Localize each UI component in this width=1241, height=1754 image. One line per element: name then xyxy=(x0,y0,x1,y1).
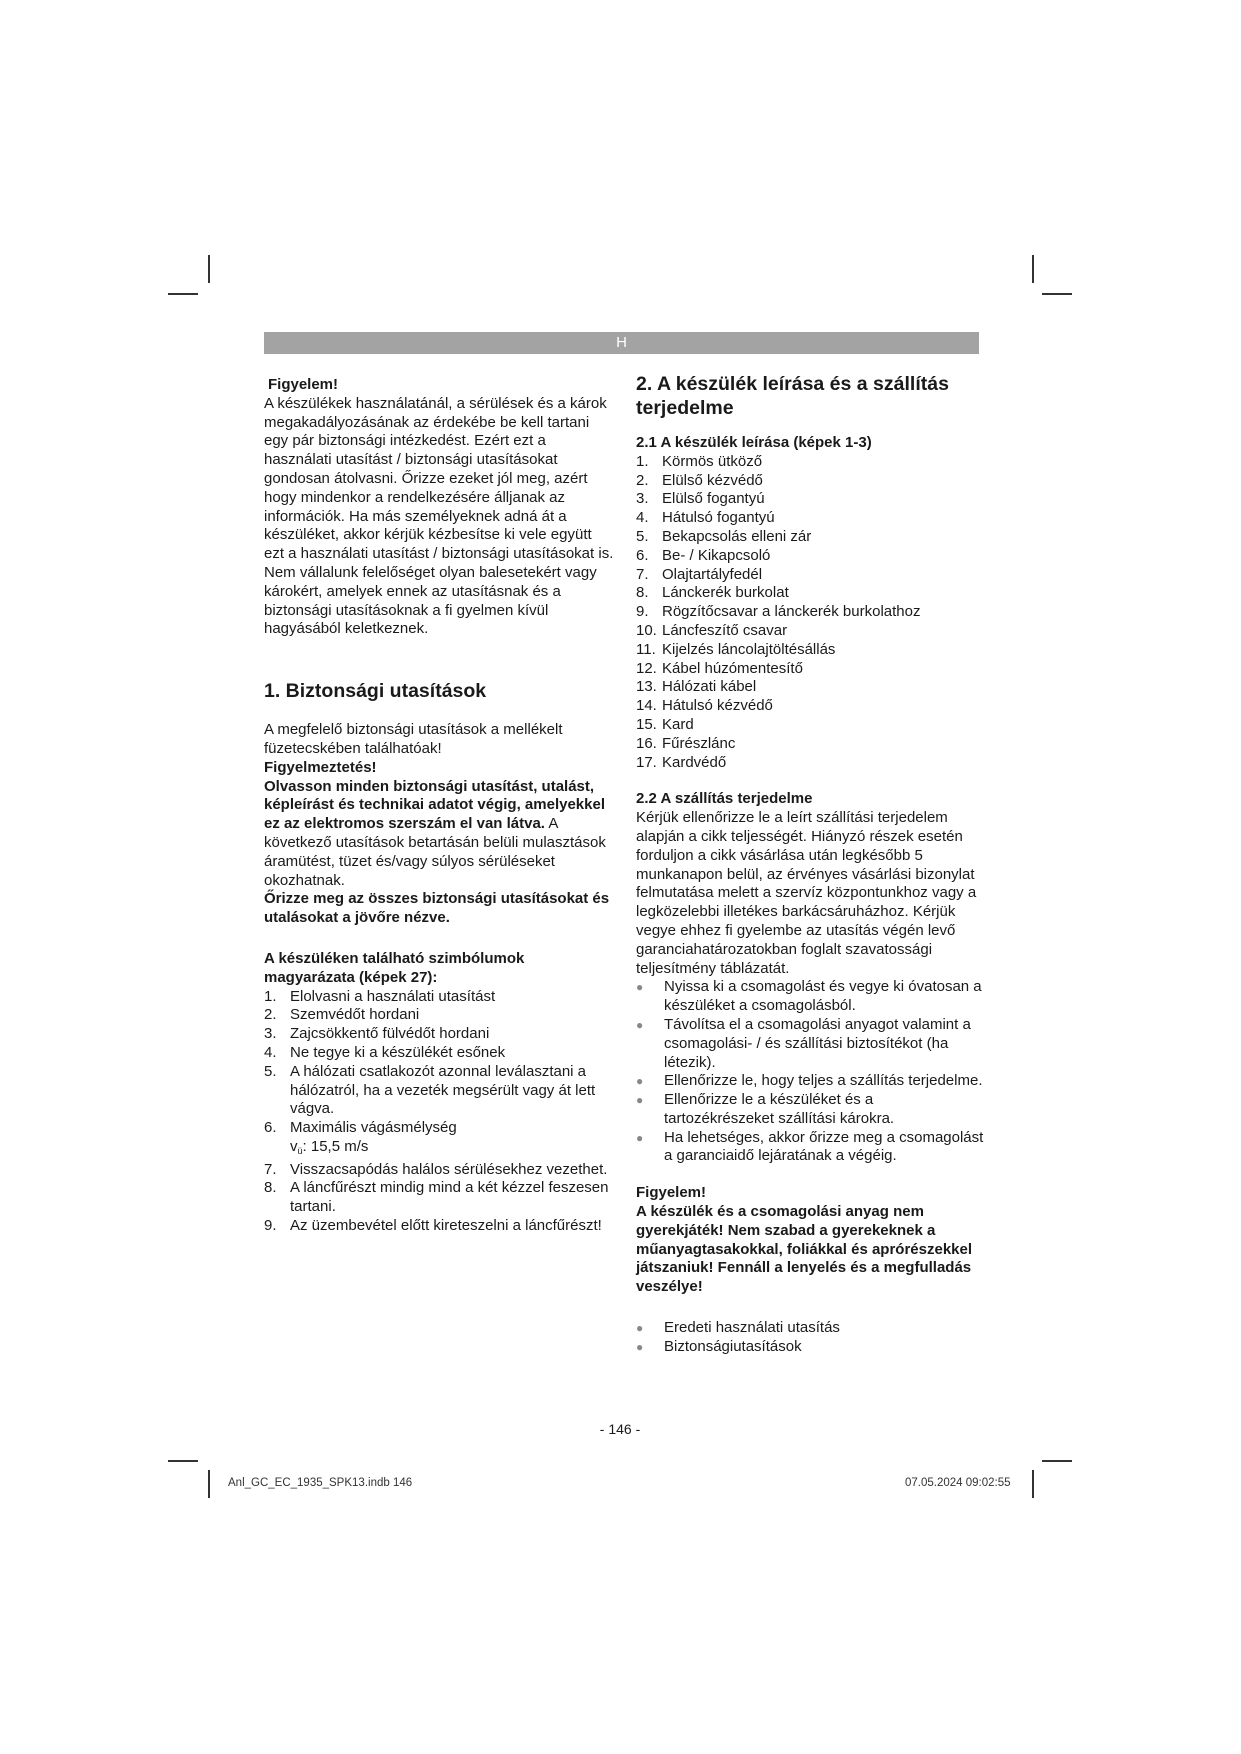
list-number: 4. xyxy=(264,1043,277,1061)
list-text: Kijelzés láncolajtöltésállás xyxy=(662,640,836,658)
list-text: Biztonságiutasítások xyxy=(664,1337,802,1355)
list-number: 10. xyxy=(636,621,657,639)
crop-mark xyxy=(1042,293,1072,295)
list-item xyxy=(636,1016,986,1072)
list-text: Fűrészlánc xyxy=(662,734,736,752)
list-item xyxy=(636,453,986,472)
speed-symbol: v xyxy=(290,1137,298,1155)
speed-number: : 15,5 m/s xyxy=(302,1137,369,1155)
list-number: 6. xyxy=(636,546,649,564)
list-text: Lánckerék burkolat xyxy=(662,584,789,602)
list-number: 5. xyxy=(636,527,649,545)
list-number: 5. xyxy=(264,1062,277,1080)
speed-subscript: ü xyxy=(297,1145,303,1156)
list-text: Láncfeszítő csavar xyxy=(662,621,788,639)
section2-title: 2. A készülék leírása és a szállítás terjedelme xyxy=(636,373,949,419)
crop-mark xyxy=(208,1470,210,1498)
steps-list xyxy=(636,978,986,1166)
list-item xyxy=(264,1044,614,1063)
list-text: Olajtartályfedél xyxy=(662,565,763,583)
symbols-list xyxy=(264,988,614,1236)
list-item xyxy=(264,1179,614,1217)
list-text: Rögzítőcsavar a lánckerék burkolathoz xyxy=(662,603,921,621)
list-item xyxy=(636,603,986,622)
list-item xyxy=(264,1025,614,1044)
print-datetime: 07.05.2024 09:02:55 xyxy=(905,1477,1011,1489)
list-text: Zajcsökkentő fülvédőt hordani xyxy=(290,1025,490,1043)
crop-mark xyxy=(1042,1460,1072,1462)
list-item xyxy=(636,735,986,754)
list-text: Be- / Kikapcsoló xyxy=(662,546,771,564)
list-text: Ellenőrizze le, hogy teljes a szállítás terjedelme. xyxy=(664,1072,983,1090)
section1-paragraph: A megfelelő biztonsági utasítások a mellékelt füzetecskében találhatóak! xyxy=(264,721,563,757)
language-code: H xyxy=(616,334,627,351)
language-band xyxy=(264,332,979,354)
page-number: - 146 - xyxy=(599,1421,641,1437)
documents-list xyxy=(636,1319,986,1357)
bullet-icon: ● xyxy=(636,1017,644,1032)
list-text: Ellenőrizze le a készüléket és a tartozékrészeket szállítási károkra. xyxy=(664,1091,895,1127)
list-number: 14. xyxy=(636,697,657,715)
list-item xyxy=(636,697,986,716)
list-item xyxy=(636,547,986,566)
list-number: 16. xyxy=(636,734,657,752)
list-text: Hálózati kábel xyxy=(662,678,757,696)
list-item xyxy=(636,622,986,641)
list-item xyxy=(264,1161,614,1180)
list-text: A láncfűrészt mindig mind a két kézzel feszesen tartani. xyxy=(290,1179,609,1216)
list-number: 1. xyxy=(264,987,277,1005)
list-item xyxy=(264,1119,614,1161)
list-item xyxy=(636,566,986,585)
warning-title: Figyelem! xyxy=(636,1184,707,1202)
list-item xyxy=(264,1006,614,1025)
section1-warning: Figyelmeztetés! xyxy=(264,758,377,776)
list-text: Kardvédő xyxy=(662,753,727,771)
list-text: Nyissa ki a csomagolást és vegye ki óvatosan a készüléket a csomagolásból. xyxy=(664,978,982,1015)
list-text: Eredeti használati utasítás xyxy=(664,1319,840,1337)
speed-value xyxy=(290,1138,368,1155)
crop-mark xyxy=(208,255,210,283)
list-number: 15. xyxy=(636,715,657,733)
list-number: 11. xyxy=(636,640,656,658)
list-text: Ha lehetséges, akkor őrizze meg a csomagolást a garanciaidő lejáratának a végéig. xyxy=(664,1128,984,1165)
warning-text: A készülék és a csomagolási anyag nem gyerekjáték! Nem szabad a gyerekeknek a műanyagtasakokkal, foliákkal és aprórészekkel játszaniuk! Fennáll a lenyelés és a megfulladás veszélye! xyxy=(636,1203,973,1296)
list-item xyxy=(264,1063,614,1119)
list-text xyxy=(290,1119,614,1161)
sub22-paragraph: Kérjük ellenőrizze le a leírt szállítási terjedelem alapján a cikk teljességét. Hiányzó részek esetén forduljon a cikk vásárlása után legkésőbb 5 munkanapon belül, az érvényes vásárlási bizonylat felmutatása melett a szervíz központunkhoz vagy a legközelebbi illetékes barkácsáruházhoz. Kérjük vegye ehhez fi gyelembe az utasítás végén levő garanciahatározatokban foglalt szavatossági teljesítmény táblázatát. xyxy=(636,809,977,977)
crop-mark xyxy=(168,293,198,295)
list-item xyxy=(636,1091,986,1129)
warning-title: Figyelem! xyxy=(268,376,339,393)
bullet-icon: ● xyxy=(636,1074,644,1089)
list-number: 6. xyxy=(264,1119,277,1137)
parts-list xyxy=(636,453,986,773)
list-text: Az üzembevétel előtt kireteszelni a láncfűrészt! xyxy=(290,1217,602,1235)
list-item xyxy=(636,490,986,509)
list-text: Hátulsó fogantyú xyxy=(662,509,775,527)
intro-paragraph: A készülékek használatánál, a sérülések és a károk megakadályozásának az érdekébe be kell tartani egy pár biztonsági intézkedést. Ezért ezt a használati utasítást / biztonsági utasításokat gondosan átolvasni. Őrizze ezeket jól meg, azért hogy mindenkor a rendelkezésére álljanak az információk. Ha más személyeknek adná át a készüléket, akkor kérjük kézbesítse ki vele együtt ezt a használati utasítást / biztonsági utasításokat is. Nem vállalunk felelőséget olyan balesetekért vagy károkért, amelyek ennek az utasításnak és a biztonsági utasításoknak a fi gyelmen kívül hagyásából keletkeznek. xyxy=(264,394,614,638)
list-item xyxy=(636,509,986,528)
list-text: Távolítsa el a csomagolási anyagot valamint a csomagolási- / és szállítási biztosítékot (ha létezik). xyxy=(664,1015,971,1071)
list-item xyxy=(636,528,986,547)
section1-title: 1. Biztonsági utasítások xyxy=(264,680,487,703)
list-number: 9. xyxy=(264,1217,277,1235)
file-info: Anl_GC_EC_1935_SPK13.indb 146 xyxy=(228,1477,413,1489)
list-number: 3. xyxy=(636,490,649,508)
list-number: 8. xyxy=(264,1179,277,1197)
bullet-icon: ● xyxy=(636,980,644,995)
section1-rest-text: A következő utasítások betartásán belüli mulasztások áramütést, tüzet és/vagy súlyos sérüléseket okozhatnak. xyxy=(264,815,606,889)
list-item xyxy=(636,584,986,603)
list-number: 3. xyxy=(264,1025,277,1043)
list-item xyxy=(264,988,614,1007)
list-text-main: Maximális vágásmélység xyxy=(290,1119,457,1137)
bullet-icon: ● xyxy=(636,1321,644,1336)
list-number: 2. xyxy=(636,471,649,489)
list-number: 1. xyxy=(636,452,649,470)
sub22-title: 2.2 A szállítás terjedelme xyxy=(636,790,813,808)
section1-bold-text: Olvasson minden biztonsági utasítást, utalást, képleírást és technikai adatot végig, amelyekkel ez az elektromos szerszám el van látva. xyxy=(264,777,606,833)
symbols-title: A készüléken található szimbólumok magyarázata (képek 27): xyxy=(264,949,525,986)
list-item xyxy=(636,716,986,735)
list-text: Elülső fogantyú xyxy=(662,490,765,508)
list-text: Elülső kézvédő xyxy=(662,471,763,489)
list-text: Bekapcsolás elleni zár xyxy=(662,527,812,545)
list-item xyxy=(636,754,986,773)
list-number: 2. xyxy=(264,1006,277,1024)
list-text: Elolvasni a használati utasítást xyxy=(290,987,496,1005)
bullet-icon: ● xyxy=(636,1339,644,1354)
list-number: 8. xyxy=(636,584,649,602)
left-column xyxy=(264,376,614,1236)
list-item xyxy=(636,641,986,660)
list-item xyxy=(636,1319,986,1338)
list-number: 4. xyxy=(636,509,649,527)
list-text: Hátulsó kézvédő xyxy=(662,697,773,715)
list-item xyxy=(264,1217,614,1236)
list-text: Ne tegye ki a készülékét esőnek xyxy=(290,1043,506,1061)
list-item xyxy=(636,1338,986,1357)
list-number: 7. xyxy=(264,1160,277,1178)
crop-mark xyxy=(168,1460,198,1462)
sub21-title: 2.1 A készülék leírása (képek 1-3) xyxy=(636,434,872,451)
list-number: 17. xyxy=(636,753,657,771)
bullet-icon: ● xyxy=(636,1130,644,1145)
crop-mark xyxy=(1032,1470,1034,1498)
section1-instructions xyxy=(264,778,614,891)
list-item xyxy=(636,472,986,491)
crop-mark xyxy=(1032,255,1034,283)
list-number: 9. xyxy=(636,603,649,621)
list-text: Szemvédőt hordani xyxy=(290,1006,420,1024)
list-number: 7. xyxy=(636,565,649,583)
list-item xyxy=(636,978,986,1016)
list-item xyxy=(636,1129,986,1167)
section1-keep: Őrizze meg az összes biztonsági utasításokat és utalásokat a jövőre nézve. xyxy=(264,890,610,927)
list-number: 13. xyxy=(636,678,657,696)
list-text: Kard xyxy=(662,715,694,733)
list-text: Kábel húzómentesítő xyxy=(662,659,803,677)
list-item xyxy=(636,660,986,679)
list-text: A hálózati csatlakozót azonnal leválasztani a hálózatról, ha a vezeték megsérült vagy át lett vágva. xyxy=(290,1062,596,1118)
list-text: Visszacsapódás halálos sérülésekhez vezethet. xyxy=(290,1160,608,1178)
list-number: 12. xyxy=(636,659,657,677)
list-item xyxy=(636,1072,986,1091)
right-column xyxy=(636,372,986,1357)
list-item xyxy=(636,678,986,697)
list-text: Körmös ütköző xyxy=(662,452,763,470)
bullet-icon: ● xyxy=(636,1093,644,1108)
